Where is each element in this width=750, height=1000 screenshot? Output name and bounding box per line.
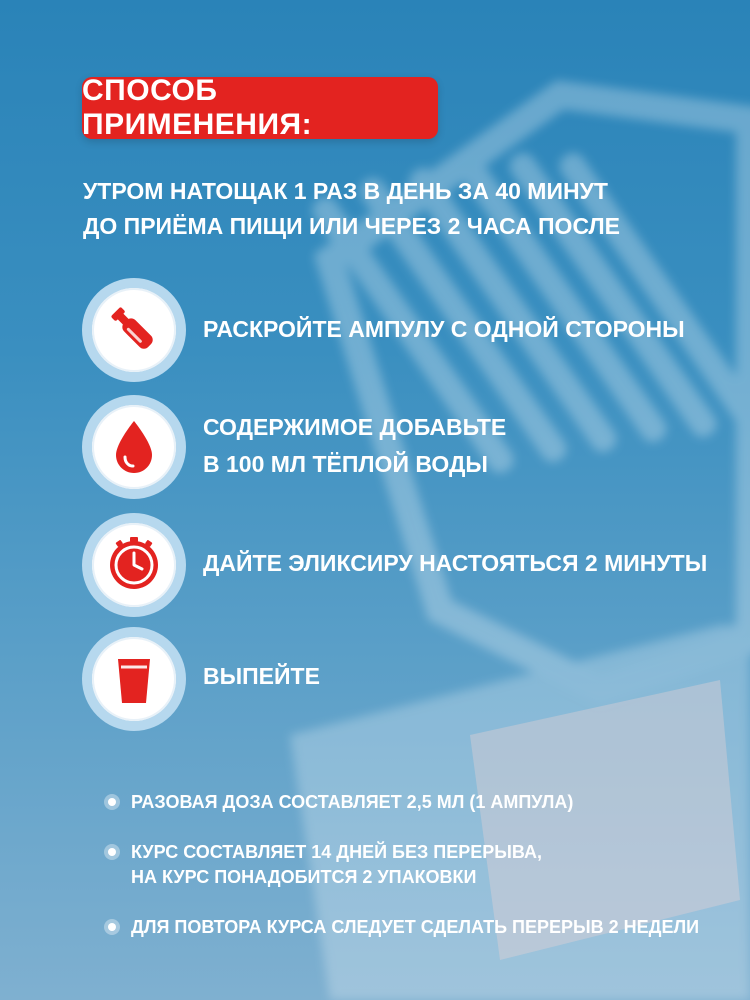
note-text-line-1: КУРС СОСТАВЛЯЕТ 14 ДНЕЙ БЕЗ ПЕРЕРЫВА, — [131, 842, 542, 862]
step-icon-ring — [82, 278, 186, 382]
step-icon-ring — [82, 513, 186, 617]
note-text: ДЛЯ ПОВТОРА КУРСА СЛЕДУЕТ СДЕЛАТЬ ПЕРЕРЫВ 2 НЕДЕЛИ — [131, 917, 700, 937]
page-title: СПОСОБ ПРИМЕНЕНИЯ: — [82, 74, 313, 141]
step-open-ampoule — [82, 278, 702, 382]
step-label — [203, 409, 506, 446]
step-icon-ring — [82, 627, 186, 731]
step-icon-ring — [82, 395, 186, 499]
note-text-line-2: НА КУРС ПОНАДОБИТСЯ 2 УПАКОВКИ — [131, 867, 477, 887]
glass-icon — [92, 637, 176, 721]
ampoule-icon — [92, 288, 176, 372]
note-text: РАЗОВАЯ ДОЗА СОСТАВЛЯЕТ 2,5 МЛ (1 АМПУЛА) — [131, 792, 574, 812]
bullet-icon — [104, 844, 120, 860]
step-add-to-water — [82, 395, 702, 499]
step-label: РАСКРОЙТЕ АМПУЛУ С ОДНОЙ СТОРОНЫ — [203, 316, 685, 342]
step-drink — [82, 627, 702, 731]
bullet-icon — [104, 794, 120, 810]
intro-text — [83, 174, 683, 244]
step-label — [203, 446, 488, 483]
drop-icon — [92, 405, 176, 489]
step-label: ВЫПЕЙТЕ — [203, 663, 320, 689]
bullet-icon — [104, 919, 120, 935]
step-label: ДАЙТЕ ЭЛИКСИРУ НАСТОЯТЬСЯ 2 МИНУТЫ — [203, 550, 708, 576]
intro-line-1: УТРОМ НАТОЩАК 1 РАЗ В ДЕНЬ ЗА 40 МИНУТ — [83, 178, 608, 204]
clock-icon — [92, 523, 176, 607]
step-label-line-1: СОДЕРЖИМОЕ ДОБАВЬТЕ — [203, 414, 507, 440]
title-badge — [82, 74, 438, 141]
step-label-line-2: В 100 МЛ ТЁПЛОЙ ВОДЫ — [203, 451, 488, 477]
intro-line-2: ДО ПРИЁМА ПИЩИ ИЛИ ЧЕРЕЗ 2 ЧАСА ПОСЛЕ — [83, 213, 620, 239]
step-steep — [82, 513, 708, 617]
